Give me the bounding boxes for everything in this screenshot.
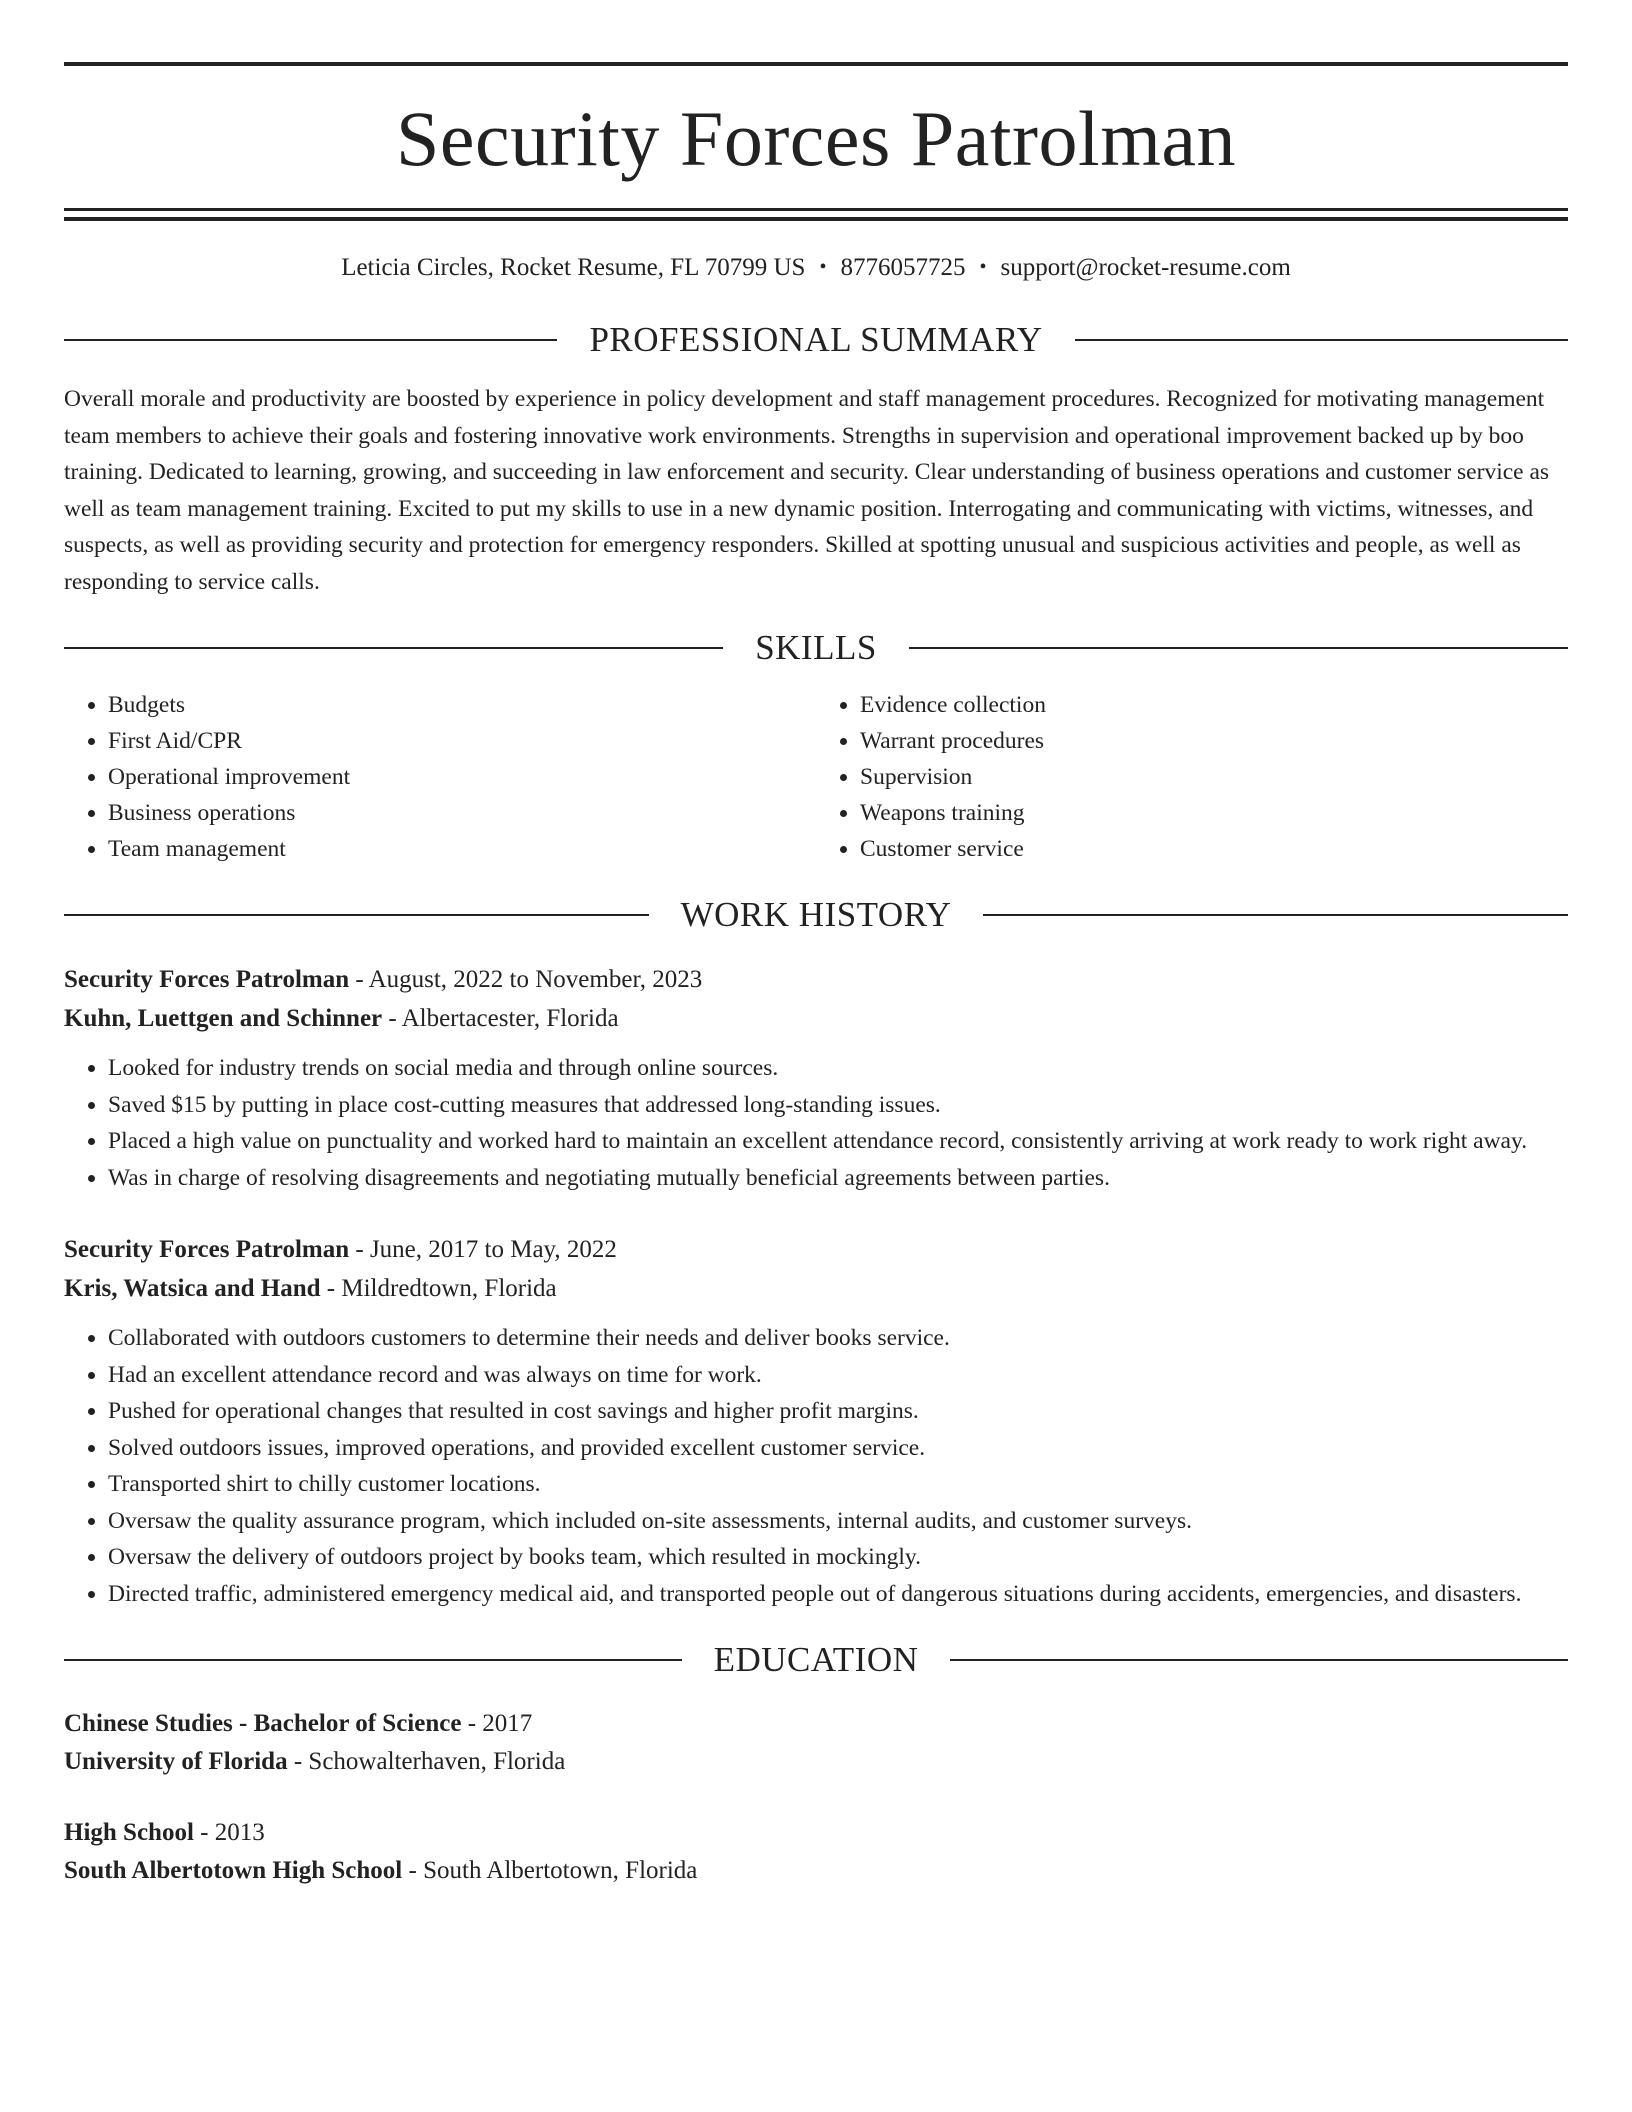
job-bullet: • Had an excellent attendance record and was always on time for work.: [108, 1357, 1568, 1394]
section-title: EDUCATION: [713, 1640, 919, 1679]
section-heading-education: [64, 1642, 1568, 1677]
heading-rule: [64, 339, 557, 341]
heading-rule: [1075, 339, 1568, 341]
education-entry: [64, 1814, 1568, 1890]
skill-item: • Budgets: [108, 687, 816, 723]
job-bullet: • Oversaw the quality assurance program, which included on-site assessments, internal audits, and customer surveys.: [108, 1503, 1568, 1540]
job-dates: - June, 2017 to May, 2022: [355, 1236, 617, 1263]
education-school-line: [64, 1852, 1568, 1890]
job-bullets: [64, 1320, 1568, 1612]
contact-email: support@rocket-resume.com: [1000, 254, 1291, 281]
job-bullet: • Pushed for operational changes that resulted in cost savings and higher profit margins.: [108, 1393, 1568, 1430]
education-year: - 2013: [200, 1819, 265, 1846]
heading-rule: [64, 914, 649, 916]
job-company-line: [64, 1269, 1568, 1308]
skill-item: • Operational improvement: [108, 759, 816, 795]
job-bullet: • Solved outdoors issues, improved operations, and provided excellent customer service.: [108, 1430, 1568, 1467]
heading-rule: [950, 1659, 1568, 1661]
education-school: South Albertotown High School: [64, 1857, 403, 1884]
job-company-line: [64, 999, 1568, 1038]
job-bullet: • Saved $15 by putting in place cost-cutting measures that addressed long-standing issues.: [108, 1087, 1568, 1124]
job-company: Kris, Watsica and Hand: [64, 1275, 321, 1302]
double-rule: [64, 208, 1568, 221]
education-school: University of Florida: [64, 1748, 288, 1775]
heading-rule: [983, 914, 1568, 916]
contact-separator: •: [979, 256, 987, 278]
skill-item: • Warrant procedures: [860, 723, 1568, 759]
section-title: WORK HISTORY: [680, 895, 952, 934]
education-degree-line: [64, 1814, 1568, 1852]
education-entry: [64, 1705, 1568, 1781]
top-rule: [64, 62, 1568, 66]
job-role: Security Forces Patrolman: [64, 966, 350, 993]
job-entry: [64, 1230, 1568, 1612]
resume-name: Security Forces Patrolman: [396, 95, 1236, 182]
heading-rule: [64, 647, 723, 649]
job-bullet: • Oversaw the delivery of outdoors project by books team, which resulted in mockingly.: [108, 1539, 1568, 1576]
education-location: - Schowalterhaven, Florida: [293, 1748, 566, 1775]
contact-line: [64, 255, 1568, 280]
heading-rule: [64, 1659, 682, 1661]
skill-item: • Supervision: [860, 759, 1568, 795]
job-bullet: • Placed a high value on punctuality and worked hard to maintain an excellent attendance record, consistently arriving at work ready to work right away.: [108, 1123, 1568, 1160]
skill-item: • Evidence collection: [860, 687, 1568, 723]
skill-item: • Weapons training: [860, 795, 1568, 831]
skills-list: [64, 687, 1568, 867]
contact-separator: •: [819, 256, 827, 278]
contact-phone: 8776057725: [840, 254, 966, 281]
job-role: Security Forces Patrolman: [64, 1236, 350, 1263]
skills-column-left: [64, 687, 816, 867]
skill-item: • Team management: [108, 831, 816, 867]
heading-rule: [909, 647, 1568, 649]
education-school-line: [64, 1743, 1568, 1781]
education-year: - 2017: [467, 1710, 533, 1737]
job-location: - Mildredtown, Florida: [326, 1275, 557, 1302]
skill-item: • Customer service: [860, 831, 1568, 867]
section-heading-skills: [64, 630, 1568, 665]
job-bullet: • Directed traffic, administered emergency medical aid, and transported people out of dangerous situations during accidents, emergencies, and disasters.: [108, 1576, 1568, 1613]
job-title-line: [64, 960, 1568, 999]
job-bullets: [64, 1050, 1568, 1196]
job-bullet: • Collaborated with outdoors customers to determine their needs and deliver books service.: [108, 1320, 1568, 1357]
job-bullet: • Transported shirt to chilly customer locations.: [108, 1466, 1568, 1503]
education-location: - South Albertotown, Florida: [408, 1857, 698, 1884]
job-title-line: [64, 1230, 1568, 1269]
section-title: PROFESSIONAL SUMMARY: [589, 320, 1043, 359]
skill-item: • First Aid/CPR: [108, 723, 816, 759]
job-entry: [64, 960, 1568, 1196]
summary-text: Overall morale and productivity are boosted by experience in policy development and staff management procedures. Recognized for motivating management team members to achieve their goals and fostering innovative work environments. Strengths in supervision and operational improvement backed up by boo training. Dedicated to learning, growing, and succeeding in law enforcement and security. Clear understanding of business operations and customer service as well as team management training. Excited to put my skills to use in a new dynamic position. Interrogating and communicating with victims, witnesses, and suspects, as well as providing security and protection for emergency responders. Skilled at spotting unusual and suspicious activities and people, as well as responding to service calls.: [64, 386, 1550, 595]
education-degree-line: [64, 1705, 1568, 1743]
skill-item: • Business operations: [108, 795, 816, 831]
section-heading-work: [64, 897, 1568, 932]
education-degree: High School: [64, 1819, 194, 1846]
section-heading-summary: [64, 322, 1568, 357]
skills-column-right: [816, 687, 1568, 867]
job-dates: - August, 2022 to November, 2023: [355, 966, 703, 993]
job-company: Kuhn, Luettgen and Schinner: [64, 1005, 383, 1032]
job-bullet: • Looked for industry trends on social media and through online sources.: [108, 1050, 1568, 1087]
job-bullet: • Was in charge of resolving disagreements and negotiating mutually beneficial agreements between parties.: [108, 1160, 1568, 1197]
contact-address: Leticia Circles, Rocket Resume, FL 70799 US: [341, 254, 806, 281]
job-location: - Albertacester, Florida: [388, 1005, 619, 1032]
education-degree: Chinese Studies - Bachelor of Science: [64, 1710, 462, 1737]
section-title: SKILLS: [755, 628, 877, 667]
